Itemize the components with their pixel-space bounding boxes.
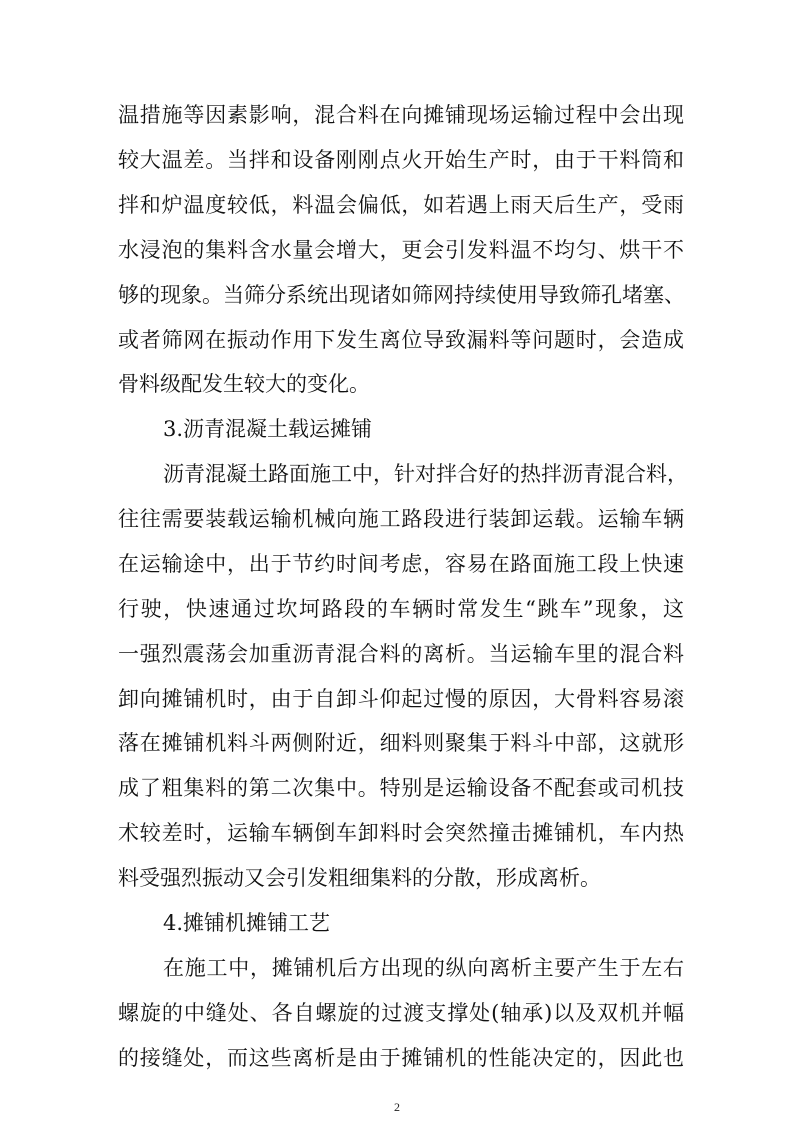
body-text-line: 或者筛网在振动作用下发生离位导致漏料等问题时，会造成 <box>118 328 684 352</box>
body-text-line: 一强烈震荡会加重沥青混合料的离析。当运输车里的混合料 <box>118 642 684 666</box>
body-text-line: 行驶，快速通过坎坷路段的车辆时常发生“跳车”现象，这 <box>118 597 684 621</box>
body-text-line: 的接缝处，而这些离析是由于摊铺机的性能决定的，因此也 <box>118 1046 684 1070</box>
body-text-line: 落在摊铺机料斗两侧附近，细料则聚集于料斗中部，这就形 <box>118 731 684 755</box>
body-text-line: 螺旋的中缝处、各自螺旋的过渡支撑处(轴承)以及双机并幅 <box>118 1001 684 1025</box>
body-text-line: 料受强烈振动又会引发粗细集料的分散，形成离析。 <box>118 866 601 890</box>
body-text-line: 在施工中，摊铺机后方出现的纵向离析主要产生于左右 <box>163 956 684 980</box>
body-text-line: 成了粗集料的第二次集中。特别是运输设备不配套或司机技 <box>118 776 684 800</box>
page-number: 2 <box>394 1100 400 1114</box>
body-text-line: 水浸泡的集料含水量会增大，更会引发料温不均匀、烘干不 <box>118 238 684 262</box>
body-text-line: 骨料级配发生较大的变化。 <box>118 372 370 396</box>
body-text-line: 温措施等因素影响，混合料在向摊铺现场运输过程中会出现 <box>118 103 684 127</box>
body-text-line: 较大温差。当拌和设备刚刚点火开始生产时，由于干料筒和 <box>118 148 684 172</box>
body-text-line: 术较差时，运输车辆倒车卸料时会突然撞击摊铺机，车内热 <box>118 821 684 845</box>
body-text-line: 往往需要装载运输机械向施工路段进行装卸运载。运输车辆 <box>118 507 684 531</box>
body-text-line: 够的现象。当筛分系统出现诸如筛网持续使用导致筛孔堵塞、 <box>118 283 685 307</box>
body-text-line: 拌和炉温度较低，料温会偏低，如若遇上雨天后生产，受雨 <box>118 193 684 217</box>
section-heading: 3.沥青混凝土载运摊铺 <box>163 417 373 441</box>
body-text-line: 沥青混凝土路面施工中，针对拌合好的热拌沥青混合料， <box>163 462 688 486</box>
body-text-line: 卸向摊铺机时，由于自卸斗仰起过慢的原因，大骨料容易滚 <box>118 687 684 711</box>
body-text-line: 在运输途中，出于节约时间考虑，容易在路面施工段上快速 <box>118 552 684 576</box>
section-heading: 4.摊铺机摊铺工艺 <box>163 911 331 935</box>
